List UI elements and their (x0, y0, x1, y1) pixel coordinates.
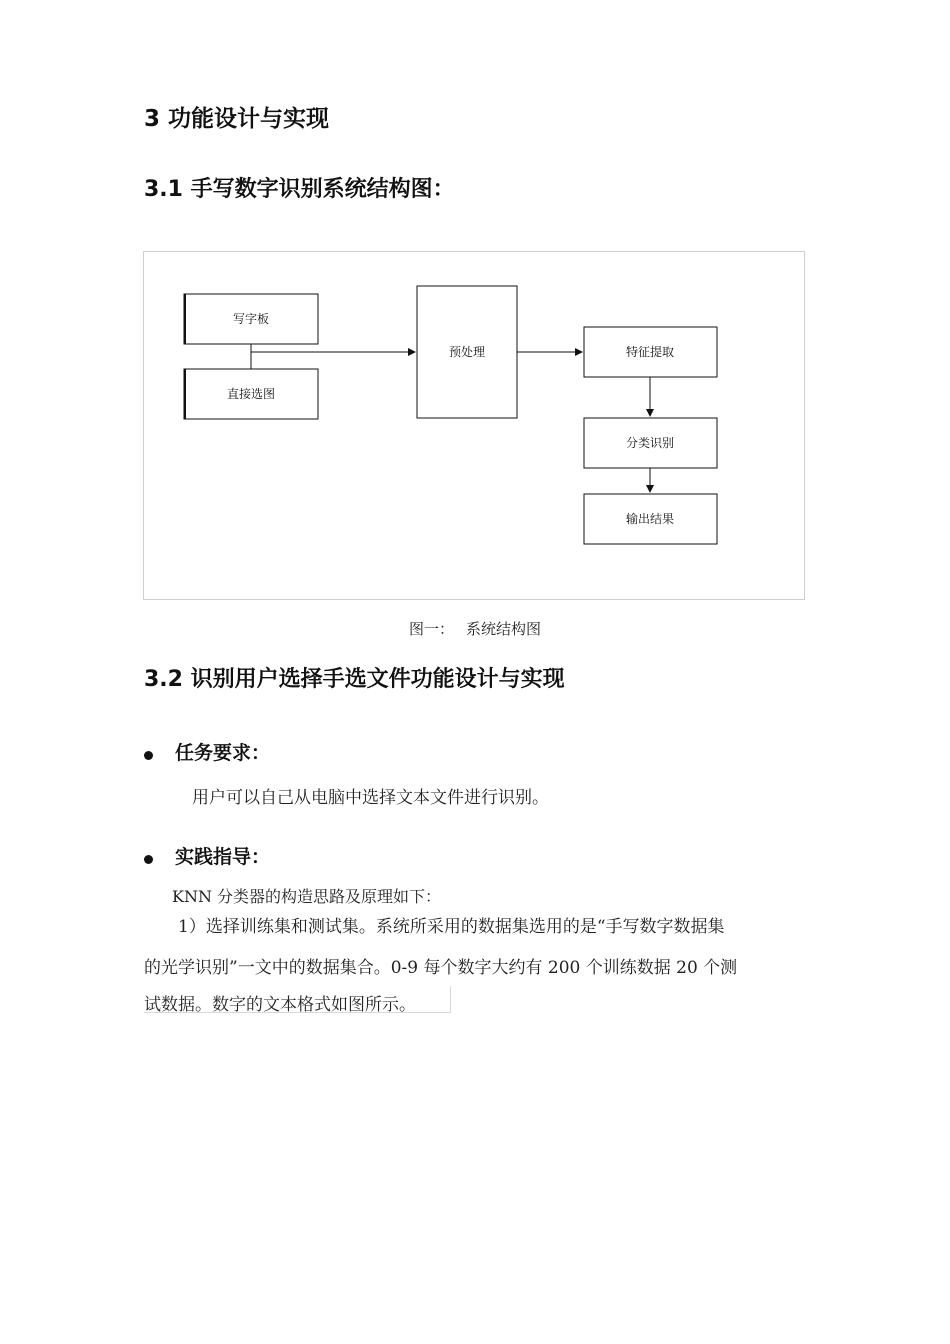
box-output (584, 494, 717, 544)
subsection-heading-structure: 3.1 手写数字识别系统结构图： (144, 177, 455, 202)
box-feature-extract-label: 特征提取 (625, 345, 675, 359)
guide-heading: 实践指导： (175, 846, 271, 868)
section-heading: 3 功能设计与实现 (144, 106, 330, 132)
box-preprocess-label: 预处理 (448, 345, 486, 359)
box-direct-select (184, 369, 318, 419)
subsection-heading-file-select: 3.2 识别用户选择手选文件功能设计与实现 (144, 667, 565, 692)
box-direct-select-label: 直接选图 (226, 387, 276, 401)
box-writing-pad-label: 写字板 (232, 312, 270, 326)
box-output-label: 输出结果 (625, 512, 675, 526)
guide-line-2: 1）选择训练集和测试集。系统所采用的数据集选用的是“手写数字数据集 (178, 917, 725, 937)
guide-line-4: 试数据。数字的文本格式如图所示。 (144, 995, 416, 1015)
bullet-dot-icon (144, 855, 153, 864)
guide-line-3: 的光学识别”一文中的数据集合。0-9 每个数字大约有 200 个训练数据 20 个测 (144, 958, 738, 978)
bullet-task (144, 738, 270, 765)
box-classify-label: 分类识别 (625, 436, 675, 450)
figure-caption (0, 618, 950, 639)
box-preprocess (417, 286, 517, 418)
figure-caption-label: 图一： (408, 620, 454, 638)
box-writing-pad (184, 294, 318, 344)
box-feature-extract (584, 327, 717, 377)
box-classify (584, 418, 717, 468)
system-structure-figure (143, 251, 805, 600)
bullet-dot-icon (144, 751, 153, 760)
figure-caption-text: 系统结构图 (466, 620, 542, 638)
structure-diagram (144, 252, 806, 601)
task-text: 用户可以自己从电脑中选择文本文件进行识别。 (192, 788, 549, 808)
bullet-guide (144, 842, 270, 869)
task-heading: 任务要求： (175, 742, 271, 764)
guide-line-1: KNN 分类器的构造思路及原理如下： (172, 887, 442, 906)
